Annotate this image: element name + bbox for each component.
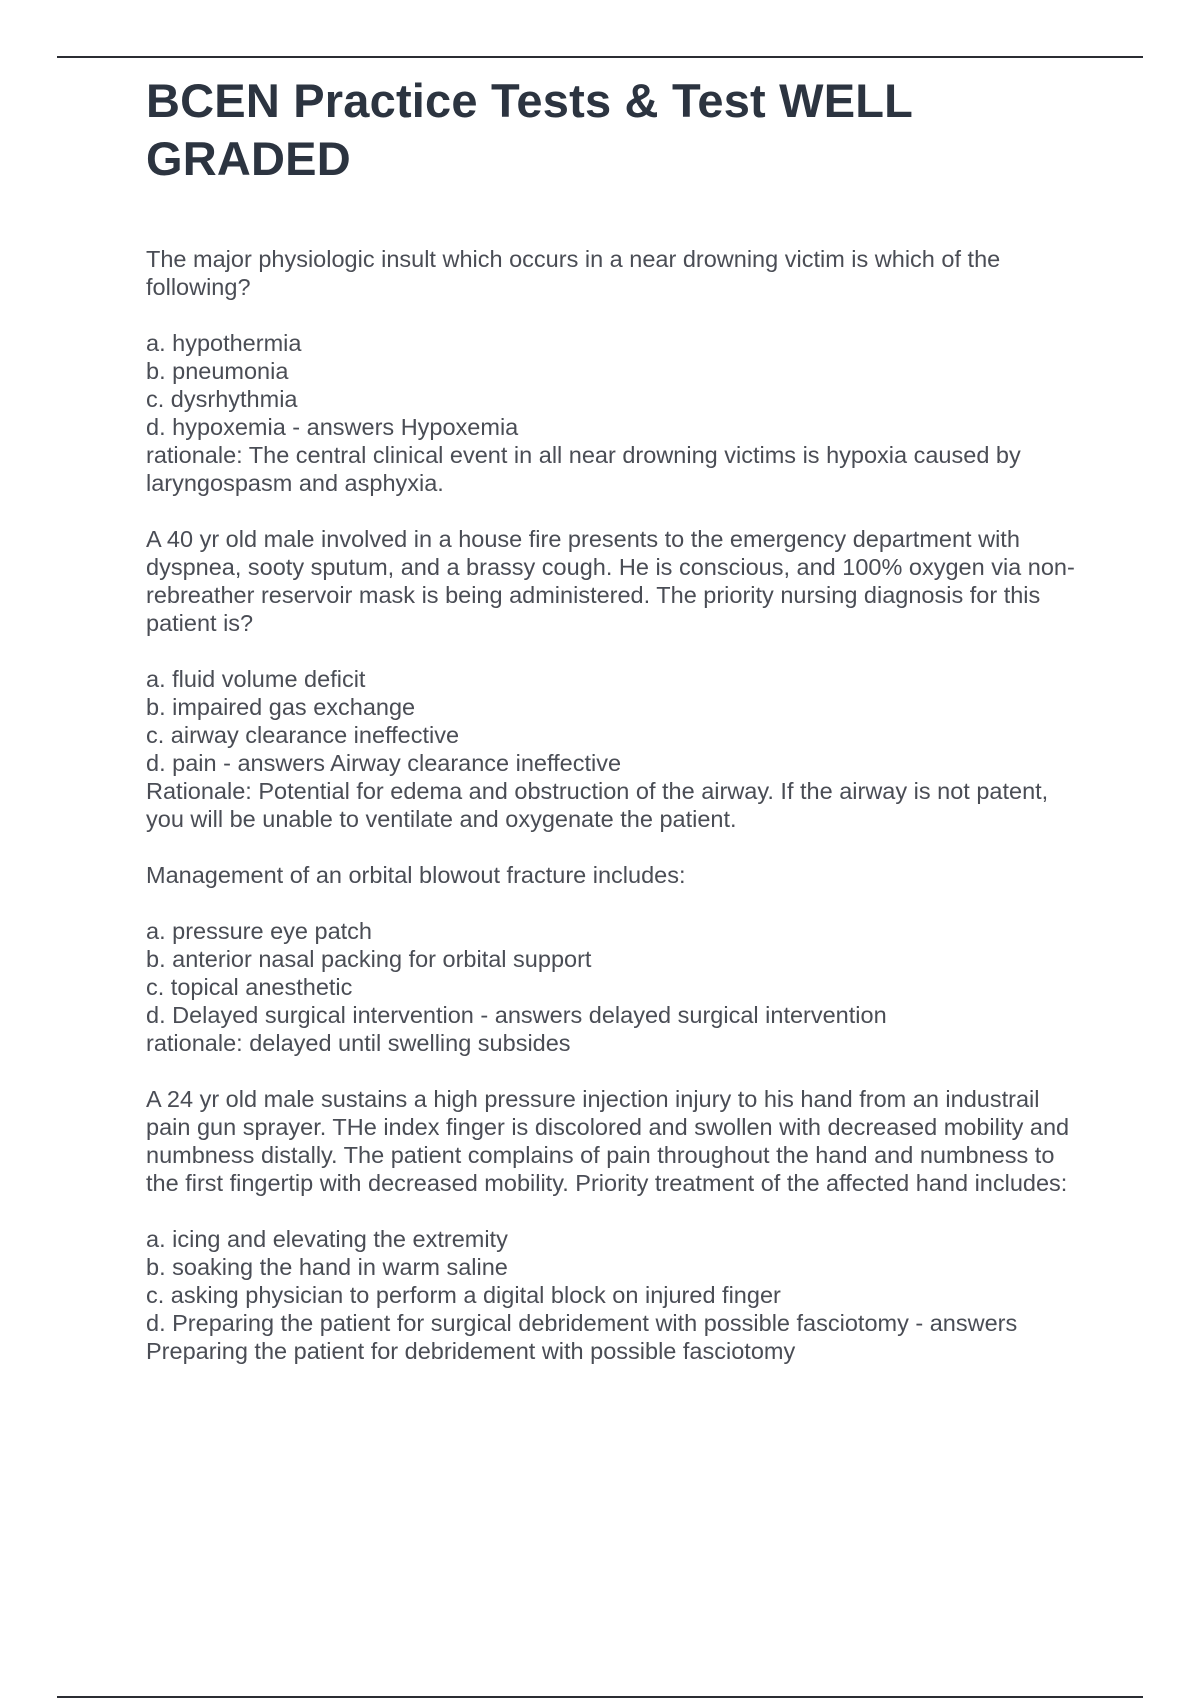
option-a: a. fluid volume deficit — [146, 666, 366, 692]
question-2 — [146, 525, 1090, 833]
option-c: c. airway clearance ineffective — [146, 722, 460, 748]
option-a: a. icing and elevating the extremity — [146, 1226, 508, 1252]
question-text: The major physiologic insult which occurs in a near drowning victim is which of the following? — [146, 246, 1001, 300]
option-c: c. topical anesthetic — [146, 974, 353, 1000]
option-a: a. hypothermia — [146, 330, 302, 356]
answer-options — [146, 665, 1090, 833]
question-1 — [146, 245, 1090, 497]
option-b: b. impaired gas exchange — [146, 694, 416, 720]
document-page — [146, 72, 1090, 1393]
option-d-answer: d. hypoxemia - answers Hypoxemia — [146, 414, 519, 440]
option-c: c. dysrhythmia — [146, 386, 298, 412]
question-text: A 24 yr old male sustains a high pressure injection injury to his hand from an industrail pain gun sprayer. THe index finger is discolored and swollen with decreased mobility and numbness distally. The patient complains of pain throughout the hand and numbness to the first fingertip with decreased mobility. Priority treatment of the affected hand includes: — [146, 1086, 1070, 1196]
answer-options — [146, 329, 1090, 497]
answer-options — [146, 917, 1090, 1057]
question-text: Management of an orbital blowout fracture includes: — [146, 862, 686, 888]
option-b: b. pneumonia — [146, 358, 289, 384]
option-d-answer: d. Preparing the patient for surgical debridement with possible fasciotomy - answers Preparing the patient for debridement with possible fasciotomy — [146, 1310, 1018, 1364]
option-d-answer: d. Delayed surgical intervention - answers delayed surgical intervention — [146, 1002, 887, 1028]
document-title: BCEN Practice Tests & Test WELL GRADED — [146, 74, 913, 185]
question-4 — [146, 1085, 1090, 1365]
answer-options — [146, 1225, 1090, 1365]
question-list — [146, 245, 1090, 1365]
question-3 — [146, 861, 1090, 1057]
option-b: b. soaking the hand in warm saline — [146, 1254, 508, 1280]
top-rule — [57, 56, 1143, 58]
option-c: c. asking physician to perform a digital block on injured finger — [146, 1282, 781, 1308]
rationale: rationale: The central clinical event in all near drowning victims is hypoxia caused by laryngospasm and asphyxia. — [146, 442, 1021, 496]
option-a: a. pressure eye patch — [146, 918, 372, 944]
option-d-answer: d. pain - answers Airway clearance ineffective — [146, 750, 622, 776]
question-text: A 40 yr old male involved in a house fire presents to the emergency department with dyspnea, sooty sputum, and a brassy cough. He is conscious, and 100% oxygen via non-rebreather reservoir mask is being administered. The priority nursing diagnosis for this patient is? — [146, 526, 1075, 636]
rationale: Rationale: Potential for edema and obstruction of the airway. If the airway is not patent, you will be unable to ventilate and oxygenate the patient. — [146, 778, 1049, 832]
option-b: b. anterior nasal packing for orbital support — [146, 946, 592, 972]
bottom-rule — [57, 1696, 1143, 1698]
rationale: rationale: delayed until swelling subsides — [146, 1030, 571, 1056]
